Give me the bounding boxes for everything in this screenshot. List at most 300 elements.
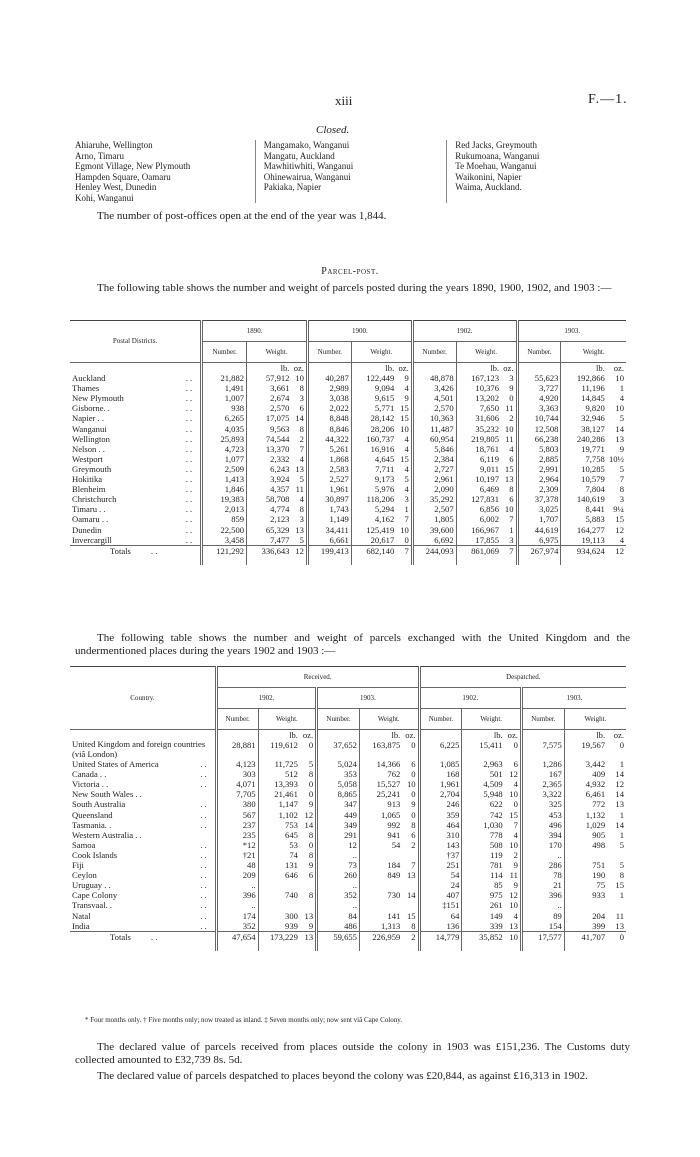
number-cell: 3,727 [517,383,561,393]
post-office-count-paragraph: The number of post-offices open at the end of the year was 1,844. [97,210,387,222]
weight-oz-cell: 4 [619,534,624,545]
closed-office: Waima, Auckland. [455,182,522,192]
number-cell: 396 [521,890,564,900]
number-cell: 1,149 [307,514,351,524]
weight-lb-cell: 4,509 [462,779,505,789]
row-label [70,504,200,514]
weight-lb-cell: 240,286 [561,434,607,444]
weight-oz-cell: 10 [504,504,514,515]
weight-oz-cell: 10 [406,779,416,790]
weight-lb-cell: 3,442 [564,759,607,769]
number-cell: 5,261 [307,444,351,454]
number-cell: 11,487 [412,424,456,434]
row-name: Samoa [72,839,96,850]
weight-lb-cell: 18,761 [456,444,501,454]
weight-lb-cell [564,850,607,860]
weight-lb-cell: 339 [462,921,505,932]
closed-office: Egmont Village, New Plymouth [75,161,191,171]
weight-oz-cell: 7 [299,443,304,454]
weight-lb-cell: 19,771 [561,444,607,454]
weight-lb-cell: 742 [462,810,505,820]
number-cell: 407 [419,890,462,900]
weight-oz-cell: 10 [295,373,304,384]
table-row [70,383,626,393]
closed-office: Rukumoana, Wanganui [455,150,540,161]
leader-dots: . . [200,759,207,770]
number-cell: 59,655 [317,931,360,951]
number-cell: 24 [419,880,462,890]
weight-lb-cell: 10,376 [456,383,501,393]
weight-lb-cell: 778 [462,830,505,840]
number-cell: 55,623 [517,373,561,383]
blank-cell [202,363,247,374]
number-cell: 6,692 [412,535,456,546]
weight-lb-cell: 131 [258,860,300,870]
number-cell: 8,846 [307,424,351,434]
weight-lb-cell: 173,229 [258,931,300,951]
closed-office: Ohinewairua, Wanganui [263,171,351,182]
weight-lb-cell: 127,831 [456,494,501,504]
number-header: Number. [517,342,561,363]
weight-lb-cell: 1,065 [359,810,402,820]
footnotes: * Four months only. † Five months only; now treated as inland. ‡ Seven months only; now sent viâ Cape Colony. [85,1016,402,1024]
parcels-exchanged-table [70,666,626,951]
number-cell: 3,363 [517,403,561,413]
weight-oz-cell: 10 [400,423,409,434]
row-label [70,494,200,504]
weight-oz-cell: 9 [513,860,518,871]
closed-office: Ahiaruhe, Wellington [75,140,153,150]
number-cell: 251 [419,860,462,870]
weight-lb-cell: 9,615 [351,393,396,403]
number-cell: 4,920 [517,393,561,403]
leader-dots: . . [185,474,193,485]
number-cell: 12,508 [517,424,561,434]
row-name: Auckland [72,373,106,384]
weight-oz-cell: 7 [619,474,624,485]
weight-oz-cell [607,850,626,860]
number-cell: 4,071 [216,779,258,789]
weight-lb-cell: 28,142 [351,413,396,423]
row-label [70,769,215,779]
leader-dots: . . [200,870,207,881]
weight-lb-cell: 4,932 [564,779,607,789]
number-cell: 2,885 [517,454,561,464]
weight-oz-cell: 13 [295,463,304,474]
weight-lb-cell: 336,643 [247,545,292,565]
weight-oz-cell: 15 [400,403,409,414]
number-header: Number. [307,342,351,363]
number-cell: 19,383 [202,494,247,504]
table-row [70,799,626,809]
closed-office: Kohi, Wanganui [75,192,134,203]
weight-header: Weight. [456,342,517,363]
number-cell: .. [317,850,360,860]
blank-cell [216,730,258,741]
weight-lb-cell: 17,855 [456,535,501,546]
weight-lb-cell: 1,029 [564,820,607,830]
number-cell: 4,723 [202,444,247,454]
year-header: 1890. [202,321,308,342]
blank-cell [317,730,360,741]
number-cell: 39,600 [412,525,456,535]
weight-lb-cell: 10,197 [456,474,501,484]
weight-oz-cell: 8 [308,829,314,840]
number-cell: 352 [317,890,360,900]
totals-label [70,545,202,565]
weight-oz-cell: 10 [615,403,624,414]
number-cell: 1,961 [419,779,462,789]
number-cell: 14,779 [419,931,462,951]
number-cell: *12 [216,840,258,850]
weight-lb-cell [258,900,300,910]
table-row [70,900,626,910]
closed-heading: Closed. [316,124,350,136]
number-cell: 8,848 [307,413,351,423]
row-name: Ceylon [72,870,97,881]
number-cell: 5,058 [317,779,360,789]
weight-lb-cell: 6,119 [456,454,501,464]
weight-oz-cell: 8 [299,504,304,515]
unit-lb: lb. [456,363,501,374]
weight-lb-cell: 913 [359,799,402,809]
number-cell: 48 [216,860,258,870]
number-cell: 359 [419,810,462,820]
leader-dots: . . [185,453,193,464]
weight-lb-cell: 5,294 [351,504,396,514]
number-cell: 22,500 [202,525,247,535]
table-row [70,789,626,799]
weight-oz-cell: 6 [411,759,416,770]
blank-cell [517,363,561,374]
weight-lb-cell: 512 [258,769,300,779]
weight-oz-cell: 12 [304,809,314,820]
number-cell: 453 [521,810,564,820]
weight-lb-cell: 5,948 [462,789,505,799]
number-cell: 352 [216,921,258,932]
weight-lb-cell: 2,123 [247,514,292,524]
weight-oz-cell: 10 [509,839,518,850]
number-cell: †21 [216,850,258,860]
weight-lb-cell: 10,579 [561,474,607,484]
row-label [70,535,200,545]
number-cell: 167 [521,769,564,779]
weight-oz-cell: 4 [509,443,514,454]
number-cell: 1,077 [202,454,247,464]
table-row [70,393,626,403]
weight-oz-cell: 4 [299,453,304,464]
row-label [70,759,215,769]
postal-districts-header: Postal Districts. [112,337,158,346]
number-cell: 1,743 [307,504,351,514]
row-name: Victoria . . [72,779,109,790]
weight-lb-cell: 751 [564,860,607,870]
weight-lb-cell: 261 [462,900,505,910]
weight-lb-cell: 149 [462,911,505,921]
weight-lb-cell: 992 [359,820,402,830]
page-number: xiii [335,93,353,108]
number-cell: 3,426 [412,383,456,393]
leader-dots: . . [200,809,207,820]
weight-oz-cell: 1 [404,504,409,515]
exchange-intro: The following table shows the number and weight of parcels exchanged with the United Kingdom and the undermentioned places during the years 1902 and 1903 :— [75,632,630,657]
number-cell: 2,527 [307,474,351,484]
weight-oz-cell: 8 [308,890,314,901]
table-row [70,434,626,444]
weight-oz-cell: 13 [304,910,314,921]
weight-lb-cell: 2,332 [247,454,292,464]
number-cell: 2,961 [412,474,456,484]
row-label [70,779,215,789]
year-header: 1900. [307,321,412,342]
weight-lb-cell: 7,711 [351,464,396,474]
number-cell: 347 [317,799,360,809]
document-reference: F.—1. [588,92,628,107]
number-cell: 286 [521,860,564,870]
weight-oz-cell: 15 [400,413,409,424]
leader-dots: . . [185,423,193,434]
totals-text: Totals [110,931,131,942]
weight-oz-cell: 6 [308,870,314,881]
number-cell: 244,093 [412,545,456,565]
number-cell: 6,975 [517,535,561,546]
number-header: Number. [317,709,360,730]
weight-lb-cell: 7,758 [561,454,607,464]
weight-lb-cell: 7,477 [247,535,292,546]
weight-lb-cell: 2,963 [462,759,505,769]
row-name: India [72,920,90,931]
weight-lb-cell: 6,469 [456,484,501,494]
row-name: Invercargill [72,534,112,545]
totals-label [70,931,216,951]
weight-oz-cell: 0 [513,799,518,810]
weight-oz-cell: 9 [404,373,409,384]
row-name: Wellington [72,433,110,444]
table-row [70,464,626,474]
closed-offices-list [75,140,635,203]
leader-dots: . . [185,433,193,444]
weight-lb-cell: 2,674 [247,393,292,403]
weight-oz-cell: 3 [619,494,624,505]
number-cell: 7,575 [521,740,564,759]
weight-lb-cell: 192,866 [561,373,607,383]
number-cell: 168 [419,769,462,779]
weight-lb-cell: 41,707 [564,931,607,951]
weight-oz-cell: 8 [308,769,314,780]
row-name: Tasmania. . [72,819,112,830]
weight-header: Weight. [462,709,522,730]
number-cell: 291 [317,830,360,840]
weight-lb-cell: 11,196 [561,383,607,393]
weight-lb-cell: 57,912 [247,373,292,383]
weight-oz-cell: 3 [509,373,514,384]
number-cell: 174 [216,911,258,921]
weight-oz-cell: 3 [404,494,409,505]
row-name: Cape Colony [72,890,118,901]
weight-oz-cell: 1 [619,890,624,901]
number-cell: 303 [216,769,258,779]
number-cell: 12 [317,840,360,850]
row-label [70,911,215,921]
weight-oz-cell: 8 [308,849,314,860]
table-row [70,840,626,850]
closed-office: Pakiaka, Napier [263,182,322,192]
number-cell: 2,013 [202,504,247,514]
number-cell: 170 [521,840,564,850]
weight-oz-cell: 12 [509,890,518,901]
number-cell: 396 [216,890,258,900]
table-row [70,870,626,880]
weight-lb-cell: 1,102 [258,810,300,820]
number-cell: 325 [521,799,564,809]
number-cell: 121,292 [202,545,247,565]
weight-oz-cell [300,900,317,910]
leader-dots: . . [185,373,193,384]
weight-oz-cell: 4 [404,433,409,444]
number-cell: 3,458 [202,535,247,546]
weight-lb-cell: 204 [564,911,607,921]
weight-oz-cell: 14 [615,789,624,800]
weight-oz-cell: 9 [308,860,314,871]
weight-lb-cell: 15,411 [462,740,505,759]
table-row [70,454,626,464]
number-header: Number. [419,709,462,730]
weight-oz-cell: 2 [513,849,518,860]
weight-oz-cell: 4 [513,910,518,921]
number-cell: 2,583 [307,464,351,474]
unit-lb: lb. [351,363,396,374]
leader-dots: . . [200,900,207,911]
number-cell: 310 [419,830,462,840]
weight-lb-cell [564,900,607,910]
row-label [70,820,215,830]
weight-oz-cell: 13 [509,920,518,931]
weight-lb-cell: 25,241 [359,789,402,799]
weight-lb-cell: 9,820 [561,403,607,413]
weight-oz-cell: 15 [504,463,514,474]
weight-lb-cell: 508 [462,840,505,850]
row-name: Cook Islands [72,849,118,860]
weight-oz-cell: 11 [615,910,624,921]
weight-oz-cell: 8 [411,920,416,931]
weight-lb-cell: 300 [258,911,300,921]
number-cell: 209 [216,870,258,880]
weight-lb-cell: 167,123 [456,373,501,383]
row-label [70,830,215,840]
weight-oz-cell: 5 [299,474,304,485]
row-label [70,403,200,413]
weight-lb-cell: 682,140 [351,545,396,565]
weight-lb-cell: 10,285 [561,464,607,474]
number-cell: 1,805 [412,514,456,524]
number-cell: 48,878 [412,373,456,383]
weight-oz-cell: 6 [509,453,514,464]
number-cell: 1,707 [517,514,561,524]
row-label [70,921,215,931]
row-name: Fiji [72,860,84,871]
weight-lb-cell: 762 [359,769,402,779]
weight-header: Weight. [258,709,317,730]
row-name: United Kingdom and foreign countries (viâ London) [72,739,206,759]
totals-row [70,545,626,565]
weight-oz-cell: 7 [411,860,416,871]
weight-lb-cell: 74 [258,850,300,860]
weight-lb-cell: 35,232 [456,424,501,434]
weight-oz-cell: 7 [509,514,514,525]
blank-cell [307,363,351,374]
number-header: Number. [521,709,564,730]
weight-lb-cell: 28,206 [351,424,396,434]
weight-oz-cell: 0 [308,789,314,800]
weight-oz-cell: 14 [615,769,624,780]
weight-oz-cell: 6 [299,403,304,414]
row-label [70,413,200,423]
weight-lb-cell: 118,206 [351,494,396,504]
number-cell: ‡151 [419,900,462,910]
weight-oz-cell: 13 [615,433,624,444]
weight-lb-cell: 7,804 [561,484,607,494]
closed-office: Mawhitiwhiti, Wanganui [263,161,354,171]
weight-lb-cell: 21,461 [258,789,300,799]
table-row [70,890,626,900]
weight-lb-cell: 5,976 [351,484,396,494]
number-cell: 47,654 [216,931,258,951]
number-cell: 3,322 [521,789,564,799]
weight-lb-cell: 166,967 [456,525,501,535]
closed-office: Arno, Timaru [75,150,125,161]
number-cell: 1,007 [202,393,247,403]
weight-oz-cell: 5 [619,413,624,424]
weight-oz-cell: 5 [404,474,409,485]
closed-office: Mangamako, Wanganui [263,140,350,150]
number-header: Number. [216,709,258,730]
weight-oz-cell: 0 [411,789,416,800]
weight-lb-cell: 19,567 [564,740,607,759]
weight-lb-cell: 646 [258,870,300,880]
leader-dots: . . [185,463,193,474]
number-cell: 66,238 [517,434,561,444]
row-name: Queensland [72,809,113,820]
weight-lb-cell: 190 [564,870,607,880]
row-name: South Australia [72,799,126,810]
weight-oz-cell: 13 [504,474,514,485]
weight-lb-cell: 1,313 [359,921,402,932]
weight-lb-cell: 849 [359,870,402,880]
row-name: Napier . . [72,413,104,424]
leader-dots: . . [200,769,207,780]
weight-oz-cell: 6 [513,759,518,770]
weight-oz-cell: 9 [513,880,518,891]
weight-oz-cell: 14 [615,423,624,434]
weight-oz-cell: 4 [299,494,304,505]
weight-lb-cell: 3,661 [247,383,292,393]
row-name: Greymouth [72,463,112,474]
weight-lb-cell: 9,094 [351,383,396,393]
number-cell: 3,025 [517,504,561,514]
weight-oz-cell: 4 [619,393,624,404]
number-cell: 34,411 [307,525,351,535]
weight-oz-cell: 15 [615,880,624,891]
closed-office: Mangatu, Auckland [263,150,335,161]
number-cell: 73 [317,860,360,870]
number-cell: 54 [419,870,462,880]
weight-lb-cell [258,880,300,890]
weight-lb-cell: 753 [258,820,300,830]
weight-lb-cell: 164,277 [561,525,607,535]
year-header: 1903. [521,688,626,709]
table-row [70,494,626,504]
row-label [70,454,200,464]
